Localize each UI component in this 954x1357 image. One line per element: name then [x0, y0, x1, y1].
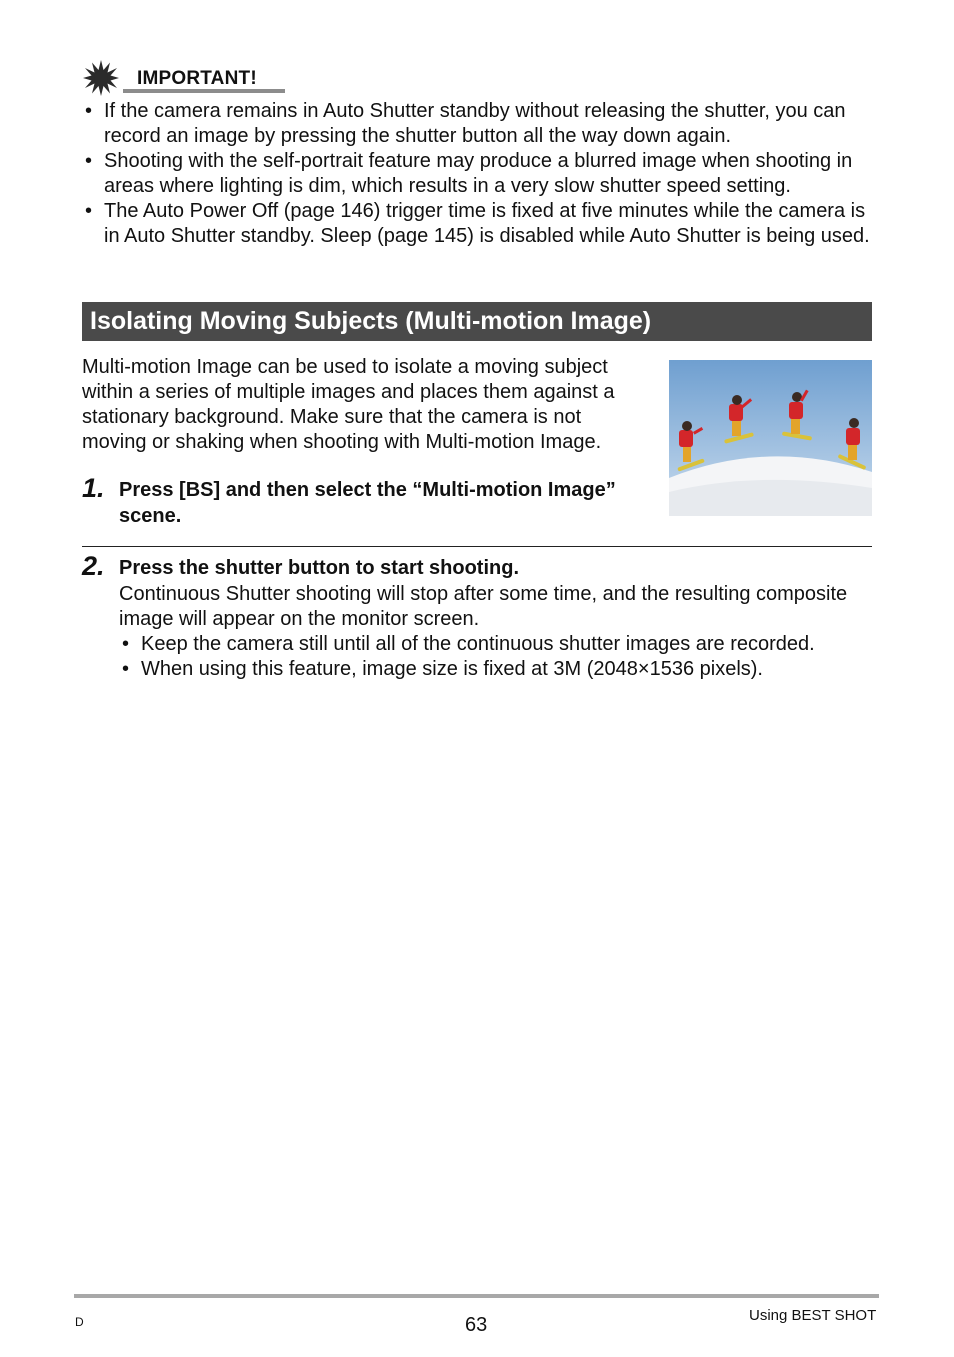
step-heading: Press the shutter button to start shooting. [119, 557, 520, 579]
section-header [82, 302, 872, 341]
starburst-icon [83, 60, 119, 96]
multi-motion-sample-photo [669, 360, 872, 516]
footer-language-code: D [75, 1315, 84, 1329]
important-bullet: • The Auto Power Off (page 146) trigger time is fixed at five minutes while the camera is in Auto Shutter standby. Sleep (page 145) is disabled while Auto Shutter is being used. [84, 199, 874, 249]
step-2-bullet: • Keep the camera still until all of the continuous shutter images are recorded. [121, 632, 871, 657]
section-title: Isolating Moving Subjects (Multi-motion Image) [90, 307, 652, 335]
important-bullet: • If the camera remains in Auto Shutter standby without releasing the shutter, you can record an image by pressing the shutter button all the way down again. [84, 99, 874, 149]
step-heading: Press [BS] and then select the “Multi-motion Image” scene. [119, 479, 616, 527]
important-callout [83, 60, 285, 94]
step-2-bullet: • When using this feature, image size is fixed at 3M (2048×1536 pixels). [121, 657, 871, 682]
step-2-body: Continuous Shutter shooting will stop after some time, and the resulting composite image will appear on the monitor screen. [119, 583, 848, 630]
step-1 [82, 474, 622, 534]
important-label: IMPORTANT! [137, 68, 257, 89]
section-intro: Multi-motion Image can be used to isolate a moving subject within a series of multiple images and places them against a stationary background. Make sure that the camera is not moving or shaking when shooting with Multi-motion Image. [82, 356, 615, 453]
important-underline [123, 89, 285, 93]
step-2-bullet-list [121, 632, 871, 682]
important-bullet: • Shooting with the self-portrait feature may produce a blurred image when shooting in areas where lighting is dim, which results in a very slow shutter speed setting. [84, 149, 874, 199]
page-number: 63 [465, 1314, 488, 1336]
footer-rule [74, 1294, 879, 1298]
step-divider [82, 546, 872, 547]
step-number: 1. [82, 473, 105, 503]
step-number: 2. [82, 551, 105, 581]
footer-chapter-title: Using BEST SHOT [749, 1307, 877, 1324]
important-bullet-list [84, 99, 874, 249]
